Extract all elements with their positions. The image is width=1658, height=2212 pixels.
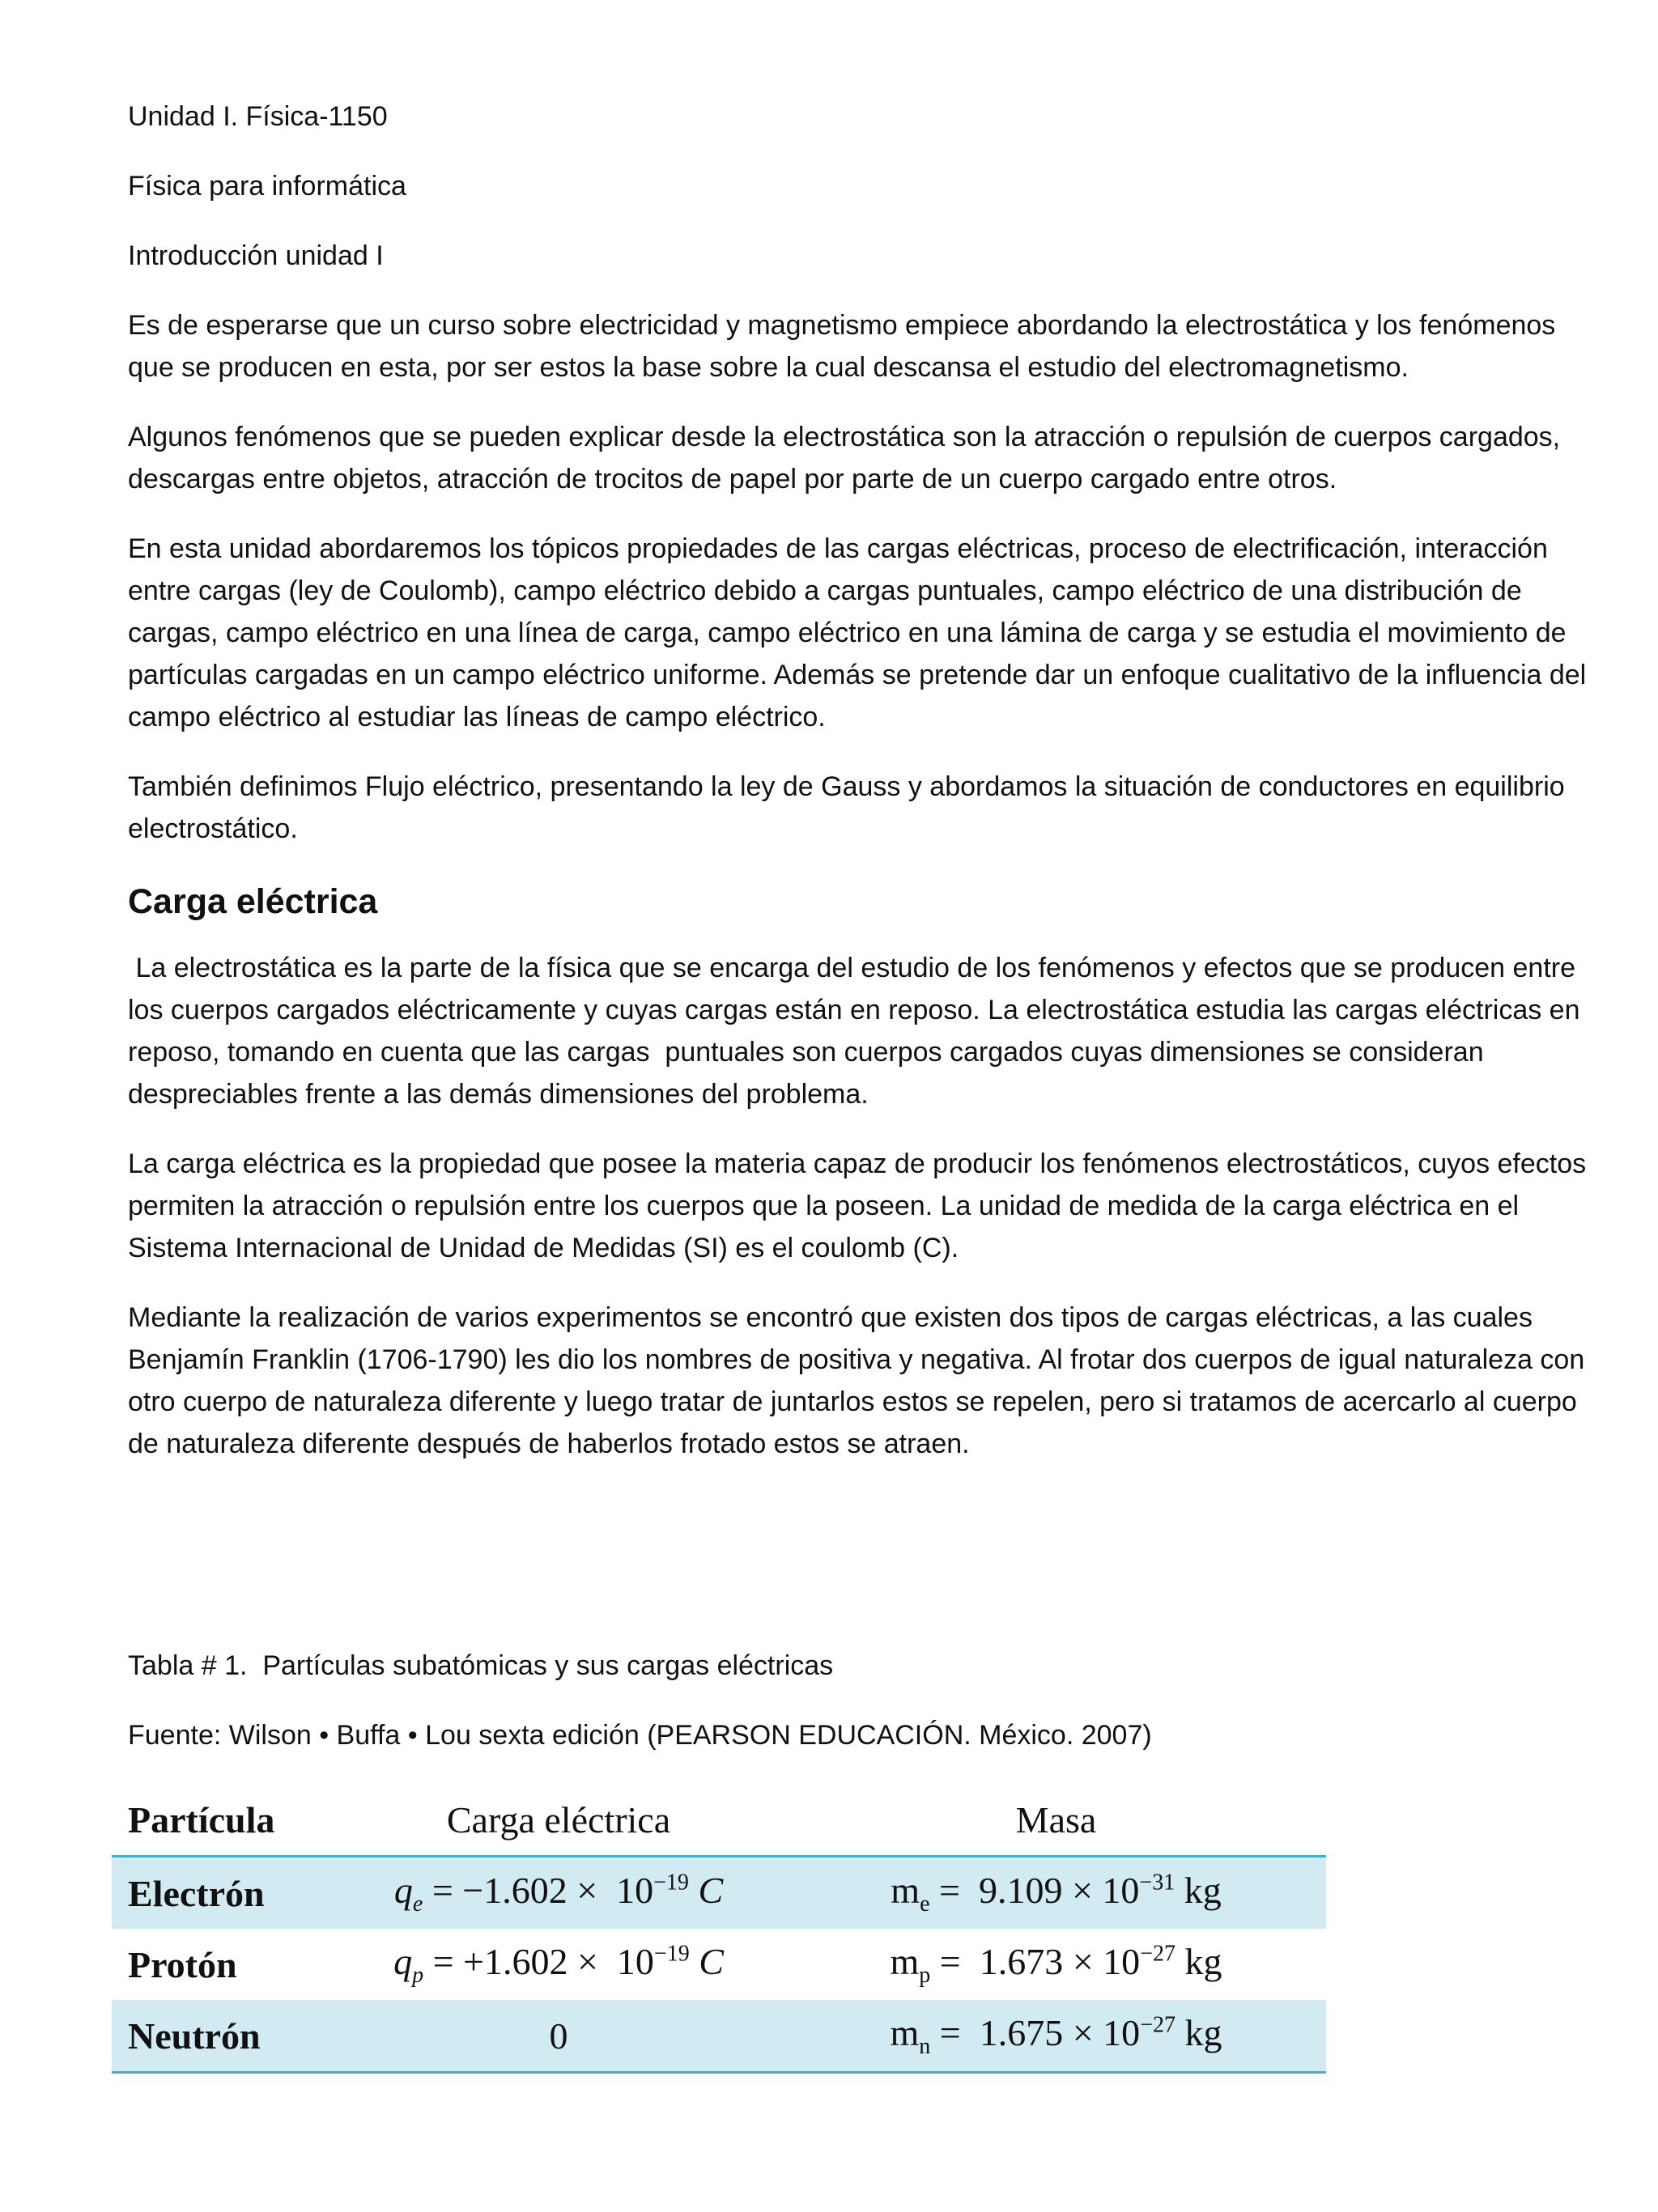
header-mass: Masa (786, 1784, 1326, 1857)
mass-value (786, 1929, 1326, 2000)
unit-title: Unidad I. Física-1150 (128, 101, 388, 132)
intro-paragraph: En esta unidad abordaremos los tópicos propiedades de las cargas eléctricas, proceso de electrificación, interacción entre cargas (ley de Coulomb), campo eléctrico debido a cargas puntuales, campo eléctrico de una distribución de cargas, campo eléctrico en una línea de carga, campo eléctrico en una lámina de carga y se estudia el movimiento de partículas cargadas en un campo eléctrico uniforme. Además se pretende dar un enfoque cualitativo de la influencia del campo eléctrico al estudiar las líneas de campo eléctrico. (128, 533, 1587, 732)
table-header-row (112, 1784, 1326, 1857)
charge-unit: C (689, 1940, 724, 1982)
table-row-neutron (112, 2000, 1326, 2073)
mass-exponent: −27 (1140, 1941, 1175, 1967)
course-title: Física para informática (128, 171, 406, 202)
table-row-proton (112, 1929, 1326, 2000)
mass-unit: kg (1175, 2011, 1222, 2053)
header-particle: Partícula (112, 1784, 331, 1857)
section-paragraph: La carga eléctrica es la propiedad que posee la materia capaz de producir los fenómenos electrostáticos, cuyos efectos permiten la atracción o repulsión entre los cuerpos que la poseen. La unidad de medida de la carga eléctrica en el Sistema Internacional de Unidad de Medidas (SI) es el coulomb (C). (128, 1148, 1587, 1263)
intro-paragraph: Algunos fenómenos que se pueden explicar desde la electrostática son la atracción o repulsión de cuerpos cargados, descargas entre objetos, atracción de trocitos de papel por parte de un cuerpo cargado entre otros. (128, 422, 1561, 495)
mass-subscript: n (919, 2034, 931, 2060)
mass-unit: kg (1175, 1940, 1222, 1982)
charge-exponent: −19 (653, 1941, 690, 1967)
charge-number: = +1.602 × 10 (423, 1940, 654, 1982)
particle-name: Electrón (112, 1857, 331, 1930)
intro-paragraph: Es de esperarse que un curso sobre electricidad y magnetismo empiece abordando la electrostática y los fenómenos que se producen en esta, por ser estos la base sobre la cual descansa el estudio del electromagnetismo. (128, 310, 1556, 383)
mass-number: = 1.675 × 10 (930, 2011, 1141, 2053)
mass-exponent: −31 (1139, 1870, 1175, 1896)
mass-value (786, 2000, 1326, 2073)
mass-number: = 9.109 × 10 (929, 1869, 1140, 1911)
mass-exponent: −27 (1140, 2012, 1175, 2038)
table-row-electron (112, 1857, 1326, 1930)
mass-subscript: e (920, 1891, 930, 1917)
mass-symbol: m (890, 2011, 920, 2053)
mass-symbol: m (891, 1869, 920, 1911)
table-source: Fuente: Wilson • Buffa • Lou sexta edición (PEARSON EDUCACIÓN. México. 2007) (128, 1720, 1152, 1751)
intro-title: Introducción unidad I (128, 240, 384, 271)
charge-value (331, 1857, 786, 1930)
charge-unit: C (688, 1869, 724, 1911)
charge-value: 0 (331, 2000, 786, 2073)
particles-table (112, 1784, 1326, 2074)
charge-subscript: p (412, 1963, 424, 1989)
table-caption: Tabla # 1. Partículas subatómicas y sus cargas eléctricas (128, 1650, 834, 1681)
mass-value (786, 1857, 1326, 1930)
mass-subscript: p (919, 1963, 931, 1989)
intro-paragraph: También definimos Flujo eléctrico, presentando la ley de Gauss y abordamos la situación de conductores en equilibrio electrostático. (128, 771, 1565, 844)
mass-symbol: m (890, 1940, 920, 1982)
particle-name: Neutrón (112, 2000, 331, 2073)
particle-name: Protón (128, 1943, 237, 1985)
mass-unit: kg (1175, 1869, 1222, 1911)
document-page (128, 96, 1588, 2074)
charge-symbol: q (393, 1869, 413, 1911)
header-charge: Carga eléctrica (331, 1784, 786, 1857)
blank-space (128, 1492, 1585, 1645)
charge-symbol: q (393, 1940, 413, 1982)
section-paragraph: Mediante la realización de varios experimentos se encontró que existen dos tipos de cargas eléctricas, a las cuales Benjamín Franklin (1706-1790) les dio los nombres de positiva y negativa. Al frotar dos cuerpos de igual naturaleza con otro cuerpo de naturaleza diferente y luego tratar de juntarlos estos se repelen, pero si tratamos de acercarlo al cuerpo de naturaleza diferente después de haberlos frotado estos se atraen. (128, 1302, 1585, 1459)
mass-number: = 1.673 × 10 (930, 1940, 1141, 1982)
charge-subscript: e (412, 1891, 423, 1917)
charge-value (331, 1929, 786, 2000)
charge-number: = −1.602 × 10 (423, 1869, 654, 1911)
charge-exponent: −19 (653, 1870, 689, 1896)
section-paragraph: La electrostática es la parte de la física que se encarga del estudio de los fenómenos y efectos que se producen entre los cuerpos cargados eléctricamente y cuyas cargas están en reposo. La electrostática estudia las cargas eléctricas en reposo, tomando en cuenta que las cargas puntuales son cuerpos cargados cuyas dimensiones se consideran despreciables frente a las demás dimensiones del problema. (128, 953, 1588, 1110)
section-heading: Carga eléctrica (128, 882, 378, 921)
